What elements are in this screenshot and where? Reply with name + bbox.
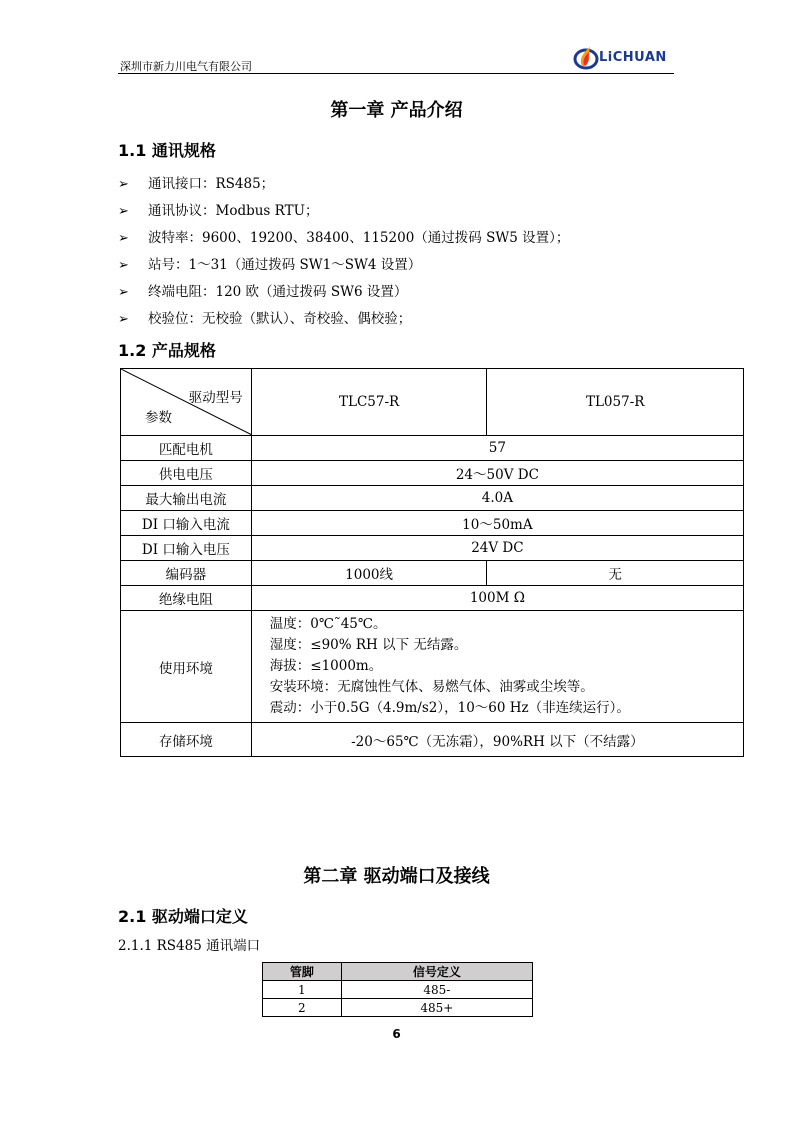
arrow-bullet-icon: ➢ (118, 204, 129, 219)
column-header: 管脚 (263, 963, 342, 981)
env-line: 湿度：≤90% RH 以下 无结露。 (269, 637, 468, 653)
list-item: ➢ 校验位：无校验（默认）、奇校验、偶校验； (118, 308, 569, 335)
table-header-row (263, 963, 533, 981)
param-cell: 使用环境 (121, 611, 252, 723)
pin-cell: 1 (263, 981, 342, 999)
param-cell: 存储环境 (121, 723, 252, 757)
env-line: 安装环境：无腐蚀性气体、易燃气体、油雾或尘埃等。 (269, 679, 594, 695)
rs485-pin-table (262, 962, 533, 1017)
section-1-2-title: 1.2 产品规格 (118, 341, 216, 360)
env-line: 震动：小于0.5G（4.9m/s2），10～60 Hz（非连续运行）。 (269, 700, 630, 716)
param-cell: 匹配电机 (121, 436, 252, 461)
table-row (121, 461, 744, 486)
value-cell: 57 (251, 436, 743, 461)
list-item: ➢ 波特率：9600、19200、38400、115200（通过拨码 SW5 设置）； (118, 227, 569, 254)
product-spec-table (120, 368, 744, 757)
param-cell: 编码器 (121, 561, 252, 586)
env-line: 温度：0℃˜45℃。 (269, 616, 387, 632)
value-cell: 无 (487, 561, 744, 586)
param-cell: DI 口输入电流 (121, 511, 252, 536)
arrow-bullet-icon: ➢ (118, 285, 129, 300)
header-company-name: 深圳市新力川电气有限公司 (120, 60, 252, 73)
table-row (121, 536, 744, 561)
value-cell: 10～50mA (251, 511, 743, 536)
value-cell: 4.0A (251, 486, 743, 511)
signal-cell: 485+ (341, 999, 532, 1017)
header-divider (118, 73, 674, 74)
value-cell: 24V DC (251, 536, 743, 561)
model-header-cell: TL057-R (487, 369, 744, 436)
table-row (121, 511, 744, 536)
table-row (263, 981, 533, 999)
model-header-cell: TLC57-R (251, 369, 487, 436)
value-cell: 100M Ω (251, 586, 743, 611)
comm-spec-list (118, 173, 569, 335)
table-row (263, 999, 533, 1017)
table-row (121, 611, 744, 723)
value-cell: 1000线 (251, 561, 487, 586)
table-row (121, 561, 744, 586)
table-row (121, 586, 744, 611)
list-item: ➢ 通讯协议：Modbus RTU； (118, 200, 569, 227)
value-cell: 24～50V DC (251, 461, 743, 486)
company-logo (572, 44, 676, 72)
table-row (121, 723, 744, 757)
chapter1-title: 第一章 产品介绍 (330, 100, 463, 121)
environment-value-cell (251, 611, 743, 723)
param-cell: 供电电压 (121, 461, 252, 486)
list-item: ➢ 站号：1～31（通过拨码 SW1～SW4 设置） (118, 254, 569, 281)
section-2-1-title: 2.1 驱动端口定义 (118, 907, 248, 926)
param-cell: 最大输出电流 (121, 486, 252, 511)
value-cell: -20～65℃（无冻霜），90%RH 以下（不结露） (251, 723, 743, 757)
arrow-bullet-icon: ➢ (118, 258, 129, 273)
arrow-bullet-icon: ➢ (118, 312, 129, 327)
section-1-1-title: 1.1 通讯规格 (118, 141, 216, 160)
table-row (121, 436, 744, 461)
param-cell: 绝缘电阻 (121, 586, 252, 611)
arrow-bullet-icon: ➢ (118, 231, 129, 246)
list-item: ➢ 通讯接口：RS485； (118, 173, 569, 200)
chapter2-title: 第二章 驱动端口及接线 (303, 866, 490, 887)
table-row (121, 369, 744, 436)
subsection-2-1-1-title: 2.1.1 RS485 通讯端口 (118, 938, 261, 954)
signal-cell: 485- (341, 981, 532, 999)
param-cell: DI 口输入电压 (121, 536, 252, 561)
env-line: 海拔：≤1000m。 (269, 658, 383, 674)
table-row (121, 486, 744, 511)
pin-cell: 2 (263, 999, 342, 1017)
table-corner-cell (121, 369, 252, 436)
corner-label-param: 参数 (145, 410, 172, 426)
arrow-bullet-icon: ➢ (118, 177, 129, 192)
list-item: ➢ 终端电阻：120 欧（通过拨码 SW6 设置） (118, 281, 569, 308)
corner-label-model: 驱动型号 (188, 390, 243, 406)
logo-emblem-icon (572, 44, 602, 72)
page-number: 6 (392, 1027, 401, 1041)
column-header: 信号定义 (341, 963, 532, 981)
logo-text: LiCHUAN (599, 50, 667, 65)
